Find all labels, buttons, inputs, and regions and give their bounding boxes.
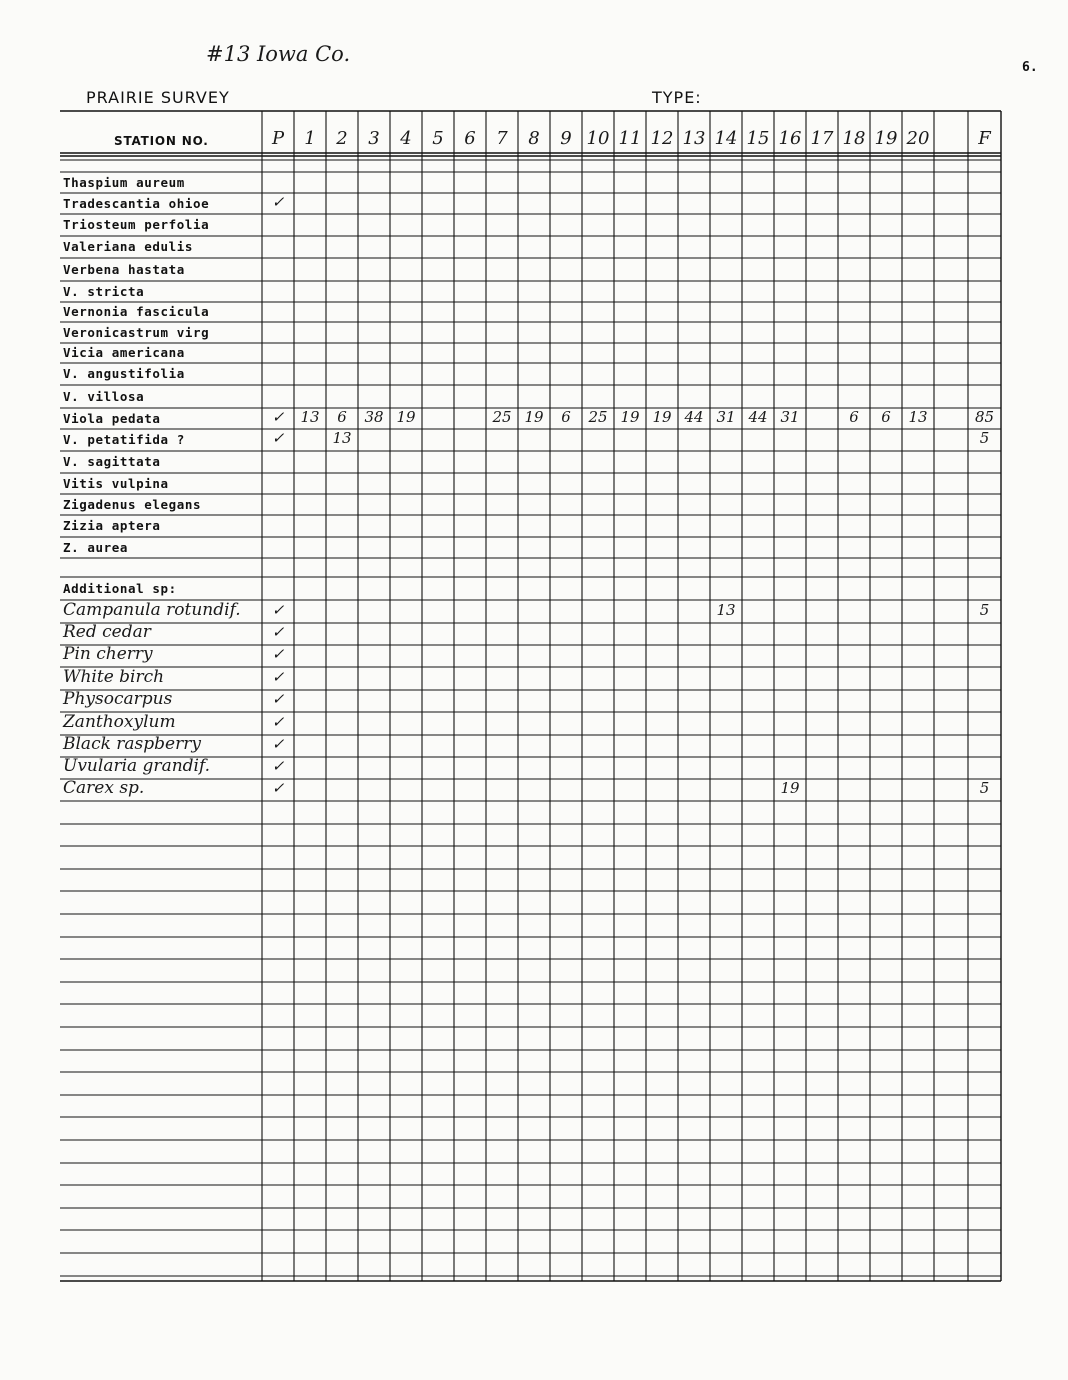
species-name: Additional sp: xyxy=(63,580,177,596)
species-name: Verbena hastata xyxy=(63,261,185,277)
column-header: 2 xyxy=(336,128,348,149)
cell-value: ✓ xyxy=(271,779,285,797)
species-name: Zigadenus elegans xyxy=(63,496,202,512)
column-header: 15 xyxy=(746,128,770,149)
species-name: Vitis vulpina xyxy=(63,475,169,491)
cell-value: 13 xyxy=(332,429,352,447)
column-header: 3 xyxy=(368,128,380,149)
column-header: 13 xyxy=(682,128,706,149)
species-name: V. stricta xyxy=(63,283,145,299)
cell-value: 6 xyxy=(881,407,891,426)
cell-value: 19 xyxy=(524,407,544,426)
cell-value: ✓ xyxy=(271,667,285,686)
cell-value: 85 xyxy=(974,407,995,426)
species-name: Vicia americana xyxy=(63,345,185,360)
cell-value: 38 xyxy=(364,407,384,426)
species-name: Uvularia grandif. xyxy=(63,756,211,776)
cell-value: 19 xyxy=(780,779,800,797)
column-header: 17 xyxy=(810,128,834,149)
cell-value: ✓ xyxy=(271,623,285,641)
column-header: 20 xyxy=(906,128,930,149)
page-title: PRAIRIE SURVEY xyxy=(86,88,230,107)
page-number: 6. xyxy=(1022,60,1038,75)
column-header: 14 xyxy=(714,128,738,149)
cell-value: 6 xyxy=(849,407,859,426)
cell-value: 5 xyxy=(979,779,990,797)
column-header: 16 xyxy=(778,128,802,149)
cell-value: 5 xyxy=(979,429,990,447)
cell-value: 13 xyxy=(716,600,736,619)
cell-value: ✓ xyxy=(271,712,285,731)
species-name: Valeriana edulis xyxy=(63,239,194,254)
species-name: Viola pedata xyxy=(63,410,161,426)
cell-value: 19 xyxy=(620,407,640,426)
cell-value: ✓ xyxy=(271,645,285,663)
column-header: 18 xyxy=(842,128,866,149)
species-name: Carex sp. xyxy=(63,778,145,798)
species-name: V. villosa xyxy=(63,388,145,404)
cell-value: 44 xyxy=(748,407,768,426)
cell-value: 25 xyxy=(588,407,608,426)
cell-value: 13 xyxy=(908,407,928,426)
species-name: Red cedar xyxy=(63,622,151,642)
cell-value: 31 xyxy=(716,407,736,426)
species-name: Thaspium aureum xyxy=(63,174,185,190)
column-header: 1 xyxy=(304,128,316,149)
cell-value: ✓ xyxy=(271,600,285,619)
cell-value: 19 xyxy=(396,407,416,426)
species-name: Pin cherry xyxy=(63,644,153,664)
type-label: TYPE: xyxy=(652,88,702,107)
column-header: 7 xyxy=(496,128,508,149)
cell-value: ✓ xyxy=(271,690,285,708)
column-header: F xyxy=(978,128,991,149)
column-header: 9 xyxy=(560,128,572,149)
species-name: White birch xyxy=(63,666,165,687)
species-name: Veronicastrum virg xyxy=(63,324,210,340)
cell-value: ✓ xyxy=(271,429,285,447)
column-header: 4 xyxy=(400,128,412,149)
cell-value: 25 xyxy=(492,407,512,426)
species-name: Zizia aptera xyxy=(63,518,161,533)
column-header: 5 xyxy=(432,128,444,149)
species-name: Vernonia fascicula xyxy=(63,304,210,319)
species-name: Campanula rotundif. xyxy=(63,599,241,620)
cell-value: 44 xyxy=(684,407,704,426)
handwritten-note: #13 Iowa Co. xyxy=(206,42,351,66)
cell-value: ✓ xyxy=(271,757,285,775)
column-header: 8 xyxy=(528,128,540,149)
species-name: Z. aurea xyxy=(63,539,129,555)
species-name: Black raspberry xyxy=(63,734,201,754)
column-header: P xyxy=(271,128,285,149)
species-name: V. sagittata xyxy=(63,454,161,469)
cell-value: 31 xyxy=(780,407,800,426)
species-name: V. petatifida ? xyxy=(63,432,185,447)
cell-value: ✓ xyxy=(271,407,285,426)
species-name: Triosteum perfolia xyxy=(63,217,210,232)
station-number-label: STATION NO. xyxy=(114,134,209,148)
cell-value: 19 xyxy=(652,407,672,426)
cell-value: 13 xyxy=(300,407,320,426)
species-name: V. angustifolia xyxy=(63,366,185,381)
cell-value: 6 xyxy=(561,407,571,426)
cell-value: ✓ xyxy=(271,735,285,753)
species-name: Physocarpus xyxy=(63,689,173,709)
column-header: 10 xyxy=(586,128,610,149)
column-header: 11 xyxy=(618,128,642,149)
cell-value: 6 xyxy=(337,407,347,426)
species-name: Zanthoxylum xyxy=(63,711,176,732)
cell-value: ✓ xyxy=(271,192,285,211)
column-header: 19 xyxy=(874,128,898,149)
column-header: 6 xyxy=(464,128,476,149)
species-name: Tradescantia ohioe xyxy=(63,195,210,211)
column-header: 12 xyxy=(650,128,674,149)
cell-value: 5 xyxy=(979,600,990,619)
